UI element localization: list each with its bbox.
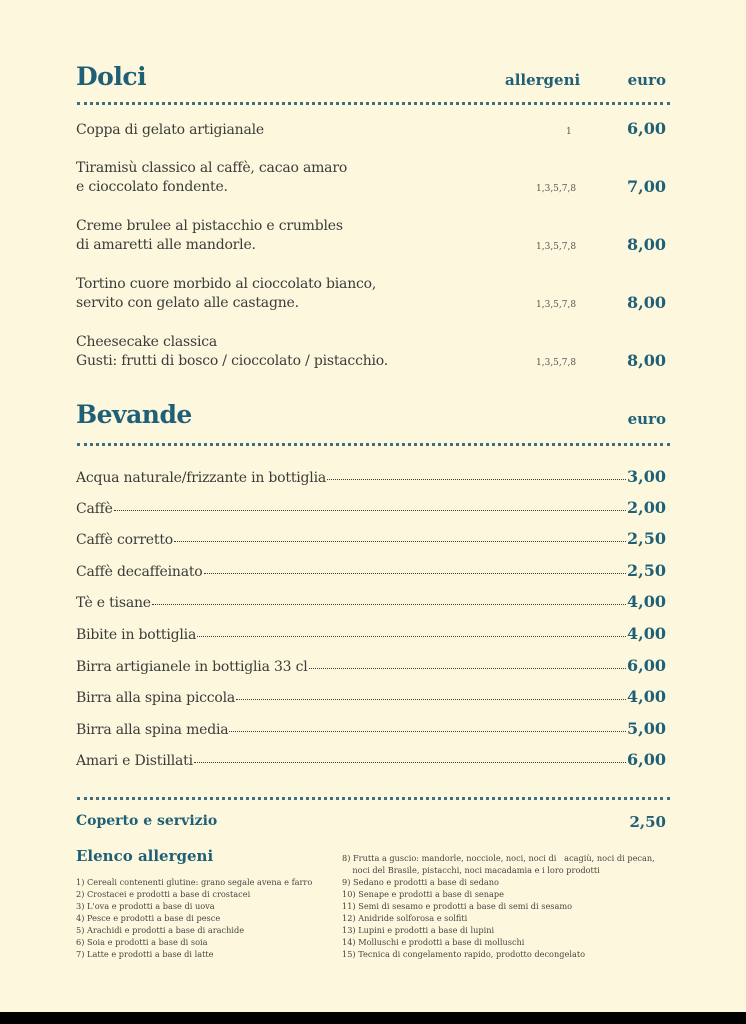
item-name: Tiramisù classico al caffè, cacao amaro xyxy=(76,160,348,176)
item-price: 2,00 xyxy=(627,498,666,517)
allergeni-list-right xyxy=(342,852,655,960)
item-name: Bibite in bottiglia xyxy=(76,627,197,643)
item-price: 7,00 xyxy=(627,177,666,196)
item-price: 6,00 xyxy=(627,656,666,675)
bevande-divider xyxy=(77,443,670,446)
item-name: Birra alla spina media xyxy=(76,722,229,738)
item-name: Creme brulee al pistacchio e crumbles xyxy=(76,218,343,234)
item-price: 6,00 xyxy=(627,750,666,769)
bevande-euro-header: euro xyxy=(627,410,666,428)
dot-leader xyxy=(309,667,626,669)
item-price: 2,50 xyxy=(627,561,666,580)
item-name: Birra artigianele in bottiglia 33 cl xyxy=(76,659,308,675)
coperto-divider xyxy=(77,797,670,800)
allergen-entry: 12) Anidride solforosa e solfiti xyxy=(342,913,468,923)
bevande-item xyxy=(76,498,666,518)
allergen-entry: 5) Arachidi e prodotti a base di arachide xyxy=(76,925,245,935)
item-name: Acqua naturale/frizzante in bottiglia xyxy=(76,470,327,486)
item-allergeni: 1,3,5,7,8 xyxy=(536,184,577,194)
dot-leader xyxy=(114,509,626,511)
item-name: Caffè corretto xyxy=(76,532,173,548)
coperto-price: 2,50 xyxy=(629,813,666,831)
item-name: Cheesecake classica xyxy=(76,334,218,350)
item-name: Tè e tisane xyxy=(76,595,151,611)
item-description: servito con gelato alle castagne. xyxy=(76,295,299,311)
bevande-item xyxy=(76,529,666,549)
item-price: 5,00 xyxy=(627,719,666,738)
dot-leader xyxy=(327,478,626,480)
allergeni-list-left xyxy=(76,876,312,960)
allergen-entry: 8) Frutta a guscio: mandorle, nocciole, noci, noci di acagiù, noci di pecan, xyxy=(342,853,655,863)
allergen-entry: 11) Semi di sesamo e prodotti a base di semi di sesamo xyxy=(342,901,573,911)
bevande-item xyxy=(76,719,666,739)
item-name: Caffè decaffeinato xyxy=(76,564,203,580)
bevande-item xyxy=(76,656,666,676)
bevande-item xyxy=(76,561,666,581)
dot-leader xyxy=(204,572,626,574)
bevande-item xyxy=(76,592,666,612)
dot-leader xyxy=(229,730,626,732)
item-allergeni: 1,3,5,7,8 xyxy=(536,242,577,252)
allergen-entry: 15) Tecnica di congelamento rapido, prodotto decongelato xyxy=(342,949,586,959)
allergeni-list-title: Elenco allergeni xyxy=(76,847,214,865)
dot-leader xyxy=(174,540,626,542)
dot-leader xyxy=(236,698,626,700)
item-name: Coppa di gelato artigianale xyxy=(76,122,264,138)
item-price: 4,00 xyxy=(627,592,666,611)
item-price: 8,00 xyxy=(627,293,666,312)
allergen-entry: 9) Sedano e prodotti a base di sedano xyxy=(342,877,499,887)
item-price: 3,00 xyxy=(627,467,666,486)
item-description: Gusti: frutti di bosco / cioccolato / pistacchio. xyxy=(76,353,389,369)
bevande-item xyxy=(76,467,666,487)
item-allergeni: 1 xyxy=(566,127,572,137)
bevande-title: Bevande xyxy=(76,400,192,429)
item-description: di amaretti alle mandorle. xyxy=(76,237,256,253)
allergen-entry: noci del Brasile, pistacchi, noci macadamia e i loro prodotti xyxy=(342,865,600,875)
bottom-bar xyxy=(0,1012,746,1024)
item-price: 2,50 xyxy=(627,529,666,548)
item-price: 4,00 xyxy=(627,624,666,643)
bevande-item xyxy=(76,624,666,644)
allergen-entry: 4) Pesce e prodotti a base di pesce xyxy=(76,913,221,923)
allergen-entry: 13) Lupini e prodotti a base di lupini xyxy=(342,925,495,935)
item-name: Amari e Distillati xyxy=(76,753,193,769)
bevande-item xyxy=(76,687,666,707)
allergen-entry: 2) Crostacei e prodotti a base di crostacei xyxy=(76,889,251,899)
allergen-entry: 14) Molluschi e prodotti a base di molluschi xyxy=(342,937,525,947)
dolci-euro-header: euro xyxy=(627,71,666,89)
allergeni-header: allergeni xyxy=(505,71,581,89)
dolci-title: Dolci xyxy=(76,62,147,91)
dolci-divider xyxy=(77,102,670,105)
item-price: 4,00 xyxy=(627,687,666,706)
allergen-entry: 6) Soia e prodotti a base di soia xyxy=(76,937,208,947)
allergen-entry: 7) Latte e prodotti a base di latte xyxy=(76,949,214,959)
dot-leader xyxy=(152,603,626,605)
item-allergeni: 1,3,5,7,8 xyxy=(536,300,577,310)
dot-leader xyxy=(194,761,626,763)
item-name: Birra alla spina piccola xyxy=(76,690,236,706)
coperto-label: Coperto e servizio xyxy=(76,813,218,829)
item-name: Tortino cuore morbido al cioccolato bianco, xyxy=(76,276,377,292)
item-price: 8,00 xyxy=(627,235,666,254)
item-name: Caffè xyxy=(76,501,113,517)
item-description: e cioccolato fondente. xyxy=(76,179,228,195)
allergen-entry: 10) Senape e prodotti a base di senape xyxy=(342,889,505,899)
dot-leader xyxy=(197,635,626,637)
item-price: 6,00 xyxy=(627,119,666,138)
item-allergeni: 1,3,5,7,8 xyxy=(536,358,577,368)
bevande-item xyxy=(76,750,666,770)
item-price: 8,00 xyxy=(627,351,666,370)
allergen-entry: 3) L'ova e prodotti a base di uova xyxy=(76,901,215,911)
allergen-entry: 1) Cereali contenenti glutine: grano segale avena e farro xyxy=(76,877,313,887)
